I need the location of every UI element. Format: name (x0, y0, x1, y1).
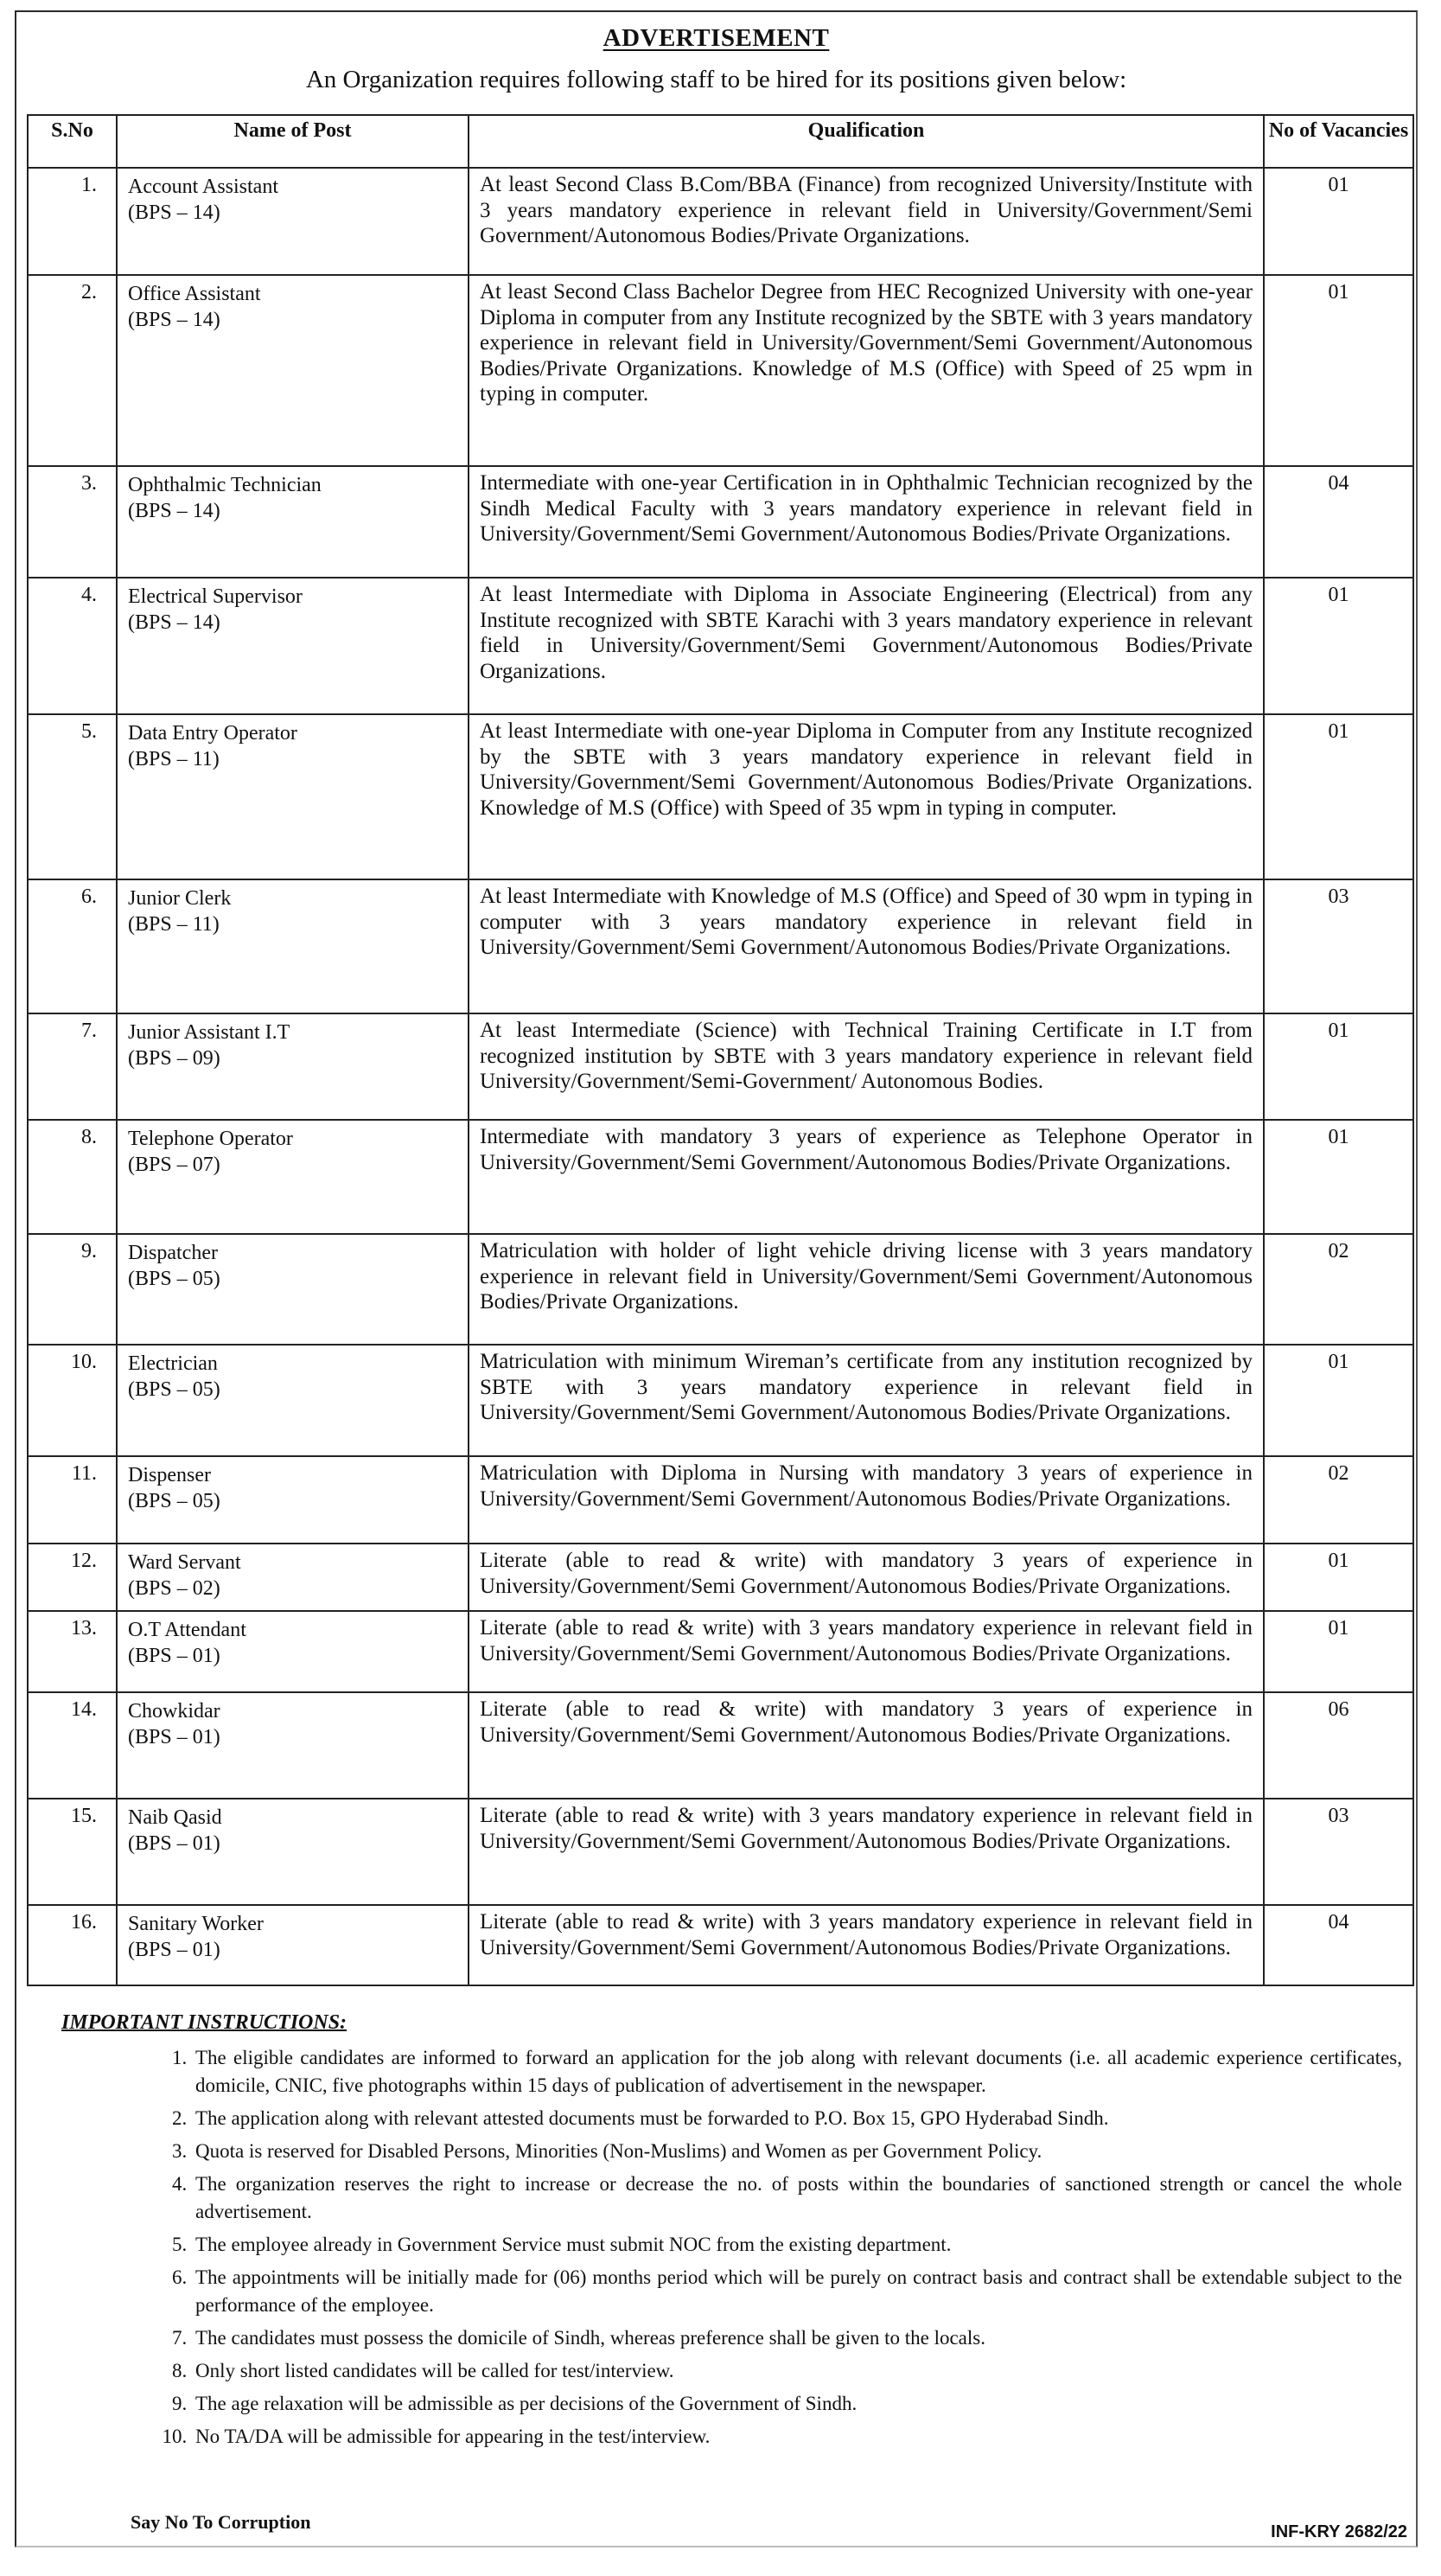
row-post (117, 1234, 469, 1345)
row-post (117, 275, 469, 466)
post-name: Electrical Supervisor (128, 585, 303, 608)
row-post (117, 714, 469, 879)
row-qualification: At least Second Class Bachelor Degree from HEC Recognized University with one-year Diploma in computer from any Institute recognized by the SBTE with 3 years mandatory experience in relevant field in University/Government/Semi Government/Autonomous Bodies/Private Organizations. Knowledge of M.S (Office) with Speed of 25 wpm in typing in computer. (469, 275, 1264, 466)
table-header-row (28, 115, 1413, 168)
row-vacancies: 01 (1264, 168, 1413, 275)
post-name: Electrician (128, 1352, 218, 1375)
row-vacancies: 01 (1264, 1345, 1413, 1456)
post-bps: (BPS – 14) (128, 500, 220, 522)
post-name: Chowkidar (128, 1700, 220, 1723)
table-row (28, 275, 1413, 466)
post-name: Sanitary Worker (128, 1913, 264, 1935)
row-sno: 8. (28, 1120, 117, 1234)
row-vacancies: 01 (1264, 1013, 1413, 1120)
table-row (28, 1799, 1413, 1905)
row-vacancies: 02 (1264, 1234, 1413, 1345)
row-qualification: Matriculation with holder of light vehicle driving license with 3 years mandatory experience in relevant field in University/Government/Semi Government/Autonomous Bodies/Private Organizations. (469, 1234, 1264, 1345)
row-vacancies: 04 (1264, 1905, 1413, 1985)
instruction-item: 6. The appointments will be initially made for (06) months period which will be purely on contract basis and contract shall be extendable subject to the performance of the employee. (192, 2264, 1402, 2319)
row-post (117, 879, 469, 1013)
page-title (16, 24, 1416, 53)
row-vacancies: 03 (1264, 879, 1413, 1013)
table-row (28, 1692, 1413, 1799)
instruction-item: 3. Quota is reserved for Disabled Persons, Minorities (Non-Muslims) and Women as per Government Policy. (192, 2138, 1402, 2165)
row-vacancies: 01 (1264, 1120, 1413, 1234)
post-bps: (BPS – 07) (128, 1154, 220, 1176)
table-row (28, 714, 1413, 879)
post-name: Ward Servant (128, 1551, 241, 1574)
table-row (28, 1234, 1413, 1345)
row-qualification: Literate (able to read & write) with 3 years mandatory experience in relevant field in University/Government/Semi Government/Autonomous Bodies/Private Organizations. (469, 1905, 1264, 1985)
instruction-item: 8. Only short listed candidates will be called for test/interview. (192, 2357, 1402, 2385)
post-name: Telephone Operator (128, 1128, 293, 1150)
row-sno: 15. (28, 1799, 117, 1905)
table-row (28, 1345, 1413, 1456)
row-qualification: Matriculation with minimum Wireman’s certificate from any institution recognized by SBTE with 3 years mandatory experience in relevant field in University/Government/Semi Government/Autonomous Bodies/Private Organizations. (469, 1345, 1264, 1456)
instruction-item: 5. The employee already in Government Service must submit NOC from the existing department. (192, 2231, 1402, 2259)
row-vacancies: 06 (1264, 1692, 1413, 1799)
row-qualification: At least Intermediate with one-year Diploma in Computer from any Institute recognized by the SBTE with 3 years mandatory experience in relevant field in University/Government/Semi Government/Autonomous Bodies/Private Organizations. Knowledge of M.S (Office) with Speed of 35 wpm in typing in computer. (469, 714, 1264, 879)
row-post (117, 466, 469, 578)
row-vacancies: 04 (1264, 466, 1413, 578)
post-bps: (BPS – 05) (128, 1268, 220, 1290)
instruction-item: 7. The candidates must possess the domicile of Sindh, whereas preference shall be given to the locals. (192, 2324, 1402, 2352)
advertisement-page (15, 10, 1418, 2547)
instruction-item: 2. The application along with relevant attested documents must be forwarded to P.O. Box 15, GPO Hyderabad Sindh. (192, 2105, 1402, 2132)
post-name: Junior Clerk (128, 887, 232, 910)
row-sno: 13. (28, 1611, 117, 1692)
row-sno: 6. (28, 879, 117, 1013)
row-post (117, 1345, 469, 1456)
row-sno: 4. (28, 578, 117, 714)
row-post (117, 1799, 469, 1905)
row-post (117, 1456, 469, 1544)
post-bps: (BPS – 14) (128, 611, 220, 634)
post-bps: (BPS – 05) (128, 1490, 220, 1512)
post-bps: (BPS – 14) (128, 309, 220, 331)
post-name: Office Assistant (128, 283, 261, 305)
row-sno: 12. (28, 1544, 117, 1611)
row-post (117, 168, 469, 275)
row-qualification: Intermediate with mandatory 3 years of experience as Telephone Operator in University/Government/Semi Government/Autonomous Bodies/Private Organizations. (469, 1120, 1264, 1234)
table-row (28, 168, 1413, 275)
instruction-item: 9. The age relaxation will be admissible as per decisions of the Government of Sindh. (192, 2390, 1402, 2418)
table-row (28, 879, 1413, 1013)
row-qualification: Literate (able to read & write) with mandatory 3 years of experience in University/Government/Semi Government/Autonomous Bodies/Private Organizations. (469, 1692, 1264, 1799)
row-vacancies: 01 (1264, 1611, 1413, 1692)
row-post (117, 1905, 469, 1985)
row-sno: 3. (28, 466, 117, 578)
row-post (117, 1611, 469, 1692)
row-qualification: At least Second Class B.Com/BBA (Finance) from recognized University/Institute with 3 years mandatory experience in relevant field in University/Government/Semi Government/Autonomous Bodies/Private Organizations. (469, 168, 1264, 275)
table-row (28, 1905, 1413, 1985)
post-name: Naib Qasid (128, 1806, 222, 1829)
row-post (117, 1013, 469, 1120)
post-name: Data Entry Operator (128, 722, 297, 745)
title-text: ADVERTISEMENT (603, 24, 830, 52)
table-row (28, 1120, 1413, 1234)
row-sno: 9. (28, 1234, 117, 1345)
post-bps: (BPS – 11) (128, 913, 220, 936)
column-header-qualification: Qualification (469, 115, 1264, 168)
instruction-item: 10. No TA/DA will be admissible for appearing in the test/interview. (192, 2423, 1402, 2451)
post-bps: (BPS – 01) (128, 1939, 220, 1961)
row-qualification: Intermediate with one-year Certification in in Ophthalmic Technician recognized by the Sindh Medical Faculty with 3 years mandatory experience in relevant field in University/Government/Semi Government/Autonomous Bodies/Private Organizations. (469, 466, 1264, 578)
instructions-list (150, 2044, 1402, 2456)
row-qualification: Literate (able to read & write) with 3 years mandatory experience in relevant field in University/Government/Semi Government/Autonomous Bodies/Private Organizations. (469, 1611, 1264, 1692)
row-qualification: At least Intermediate (Science) with Technical Training Certificate in I.T from recognized institution by SBTE with 3 years mandatory experience in relevant field University/Government/Semi-Government/ Autonomous Bodies. (469, 1013, 1264, 1120)
footer-reference: INF-KRY 2682/22 (1271, 2522, 1407, 2541)
row-sno: 5. (28, 714, 117, 879)
vacancies-table (27, 114, 1414, 1986)
row-vacancies: 01 (1264, 578, 1413, 714)
post-bps: (BPS – 05) (128, 1378, 220, 1401)
row-qualification: Literate (able to read & write) with mandatory 3 years of experience in University/Government/Semi Government/Autonomous Bodies/Private Organizations. (469, 1544, 1264, 1611)
post-name: Dispenser (128, 1464, 211, 1486)
post-name: Ophthalmic Technician (128, 474, 322, 496)
column-header-sno: S.No (28, 115, 117, 168)
row-sno: 7. (28, 1013, 117, 1120)
table-row (28, 466, 1413, 578)
row-sno: 11. (28, 1456, 117, 1544)
post-name: Dispatcher (128, 1242, 218, 1264)
row-sno: 16. (28, 1905, 117, 1985)
post-name: O.T Attendant (128, 1619, 246, 1641)
post-bps: (BPS – 01) (128, 1832, 220, 1855)
row-post (117, 1692, 469, 1799)
instruction-item: 1. The eligible candidates are informed to forward an application for the job along with relevant documents (i.e. all academic experience certificates, domicile, CNIC, five photographs within 15 days of publication of advertisement in the newspaper. (192, 2044, 1402, 2100)
post-name: Account Assistant (128, 176, 278, 198)
row-post (117, 1120, 469, 1234)
row-vacancies: 01 (1264, 275, 1413, 466)
column-header-vacancies: No of Vacancies (1264, 115, 1413, 168)
row-sno: 10. (28, 1345, 117, 1456)
post-bps: (BPS – 09) (128, 1047, 220, 1070)
row-vacancies: 02 (1264, 1456, 1413, 1544)
row-sno: 2. (28, 275, 117, 466)
post-bps: (BPS – 02) (128, 1577, 220, 1600)
row-vacancies: 03 (1264, 1799, 1413, 1905)
row-sno: 1. (28, 168, 117, 275)
table-body (28, 168, 1413, 1985)
row-qualification: Literate (able to read & write) with 3 years mandatory experience in relevant field in University/Government/Semi Government/Autonomous Bodies/Private Organizations. (469, 1799, 1264, 1905)
row-qualification: Matriculation with Diploma in Nursing with mandatory 3 years of experience in University/Government/Semi Government/Autonomous Bodies/Private Organizations. (469, 1456, 1264, 1544)
post-bps: (BPS – 11) (128, 748, 220, 770)
post-bps: (BPS – 14) (128, 201, 220, 224)
column-header-post: Name of Post (117, 115, 469, 168)
footer-slogan: Say No To Corruption (131, 2511, 311, 2533)
row-post (117, 1544, 469, 1611)
post-name: Junior Assistant I.T (128, 1021, 290, 1044)
instructions-heading: IMPORTANT INSTRUCTIONS: (61, 2011, 347, 2034)
row-qualification: At least Intermediate with Knowledge of M.S (Office) and Speed of 30 wpm in typing in computer with 3 years mandatory experience in relevant field in University/Government/Semi Government/Autonomous Bodies/Private Organizations. (469, 879, 1264, 1013)
instruction-item: 4. The organization reserves the right to increase or decrease the no. of posts within the boundaries of sanctioned strength or cancel the whole advertisement. (192, 2170, 1402, 2226)
row-sno: 14. (28, 1692, 117, 1799)
table-row (28, 1456, 1413, 1544)
post-bps: (BPS – 01) (128, 1645, 220, 1667)
page-subtitle: An Organization requires following staff to be hired for its positions given below: (305, 66, 1127, 93)
table-row (28, 1013, 1413, 1120)
table-row (28, 1544, 1413, 1611)
row-qualification: At least Intermediate with Diploma in Associate Engineering (Electrical) from any Institute recognized with SBTE Karachi with 3 years mandatory experience in relevant field in University/Government/Semi Government/Autonomous Bodies/Private Organizations. (469, 578, 1264, 714)
table-row (28, 578, 1413, 714)
row-vacancies: 01 (1264, 1544, 1413, 1611)
post-bps: (BPS – 01) (128, 1726, 220, 1748)
row-vacancies: 01 (1264, 714, 1413, 879)
table-row (28, 1611, 1413, 1692)
row-post (117, 578, 469, 714)
